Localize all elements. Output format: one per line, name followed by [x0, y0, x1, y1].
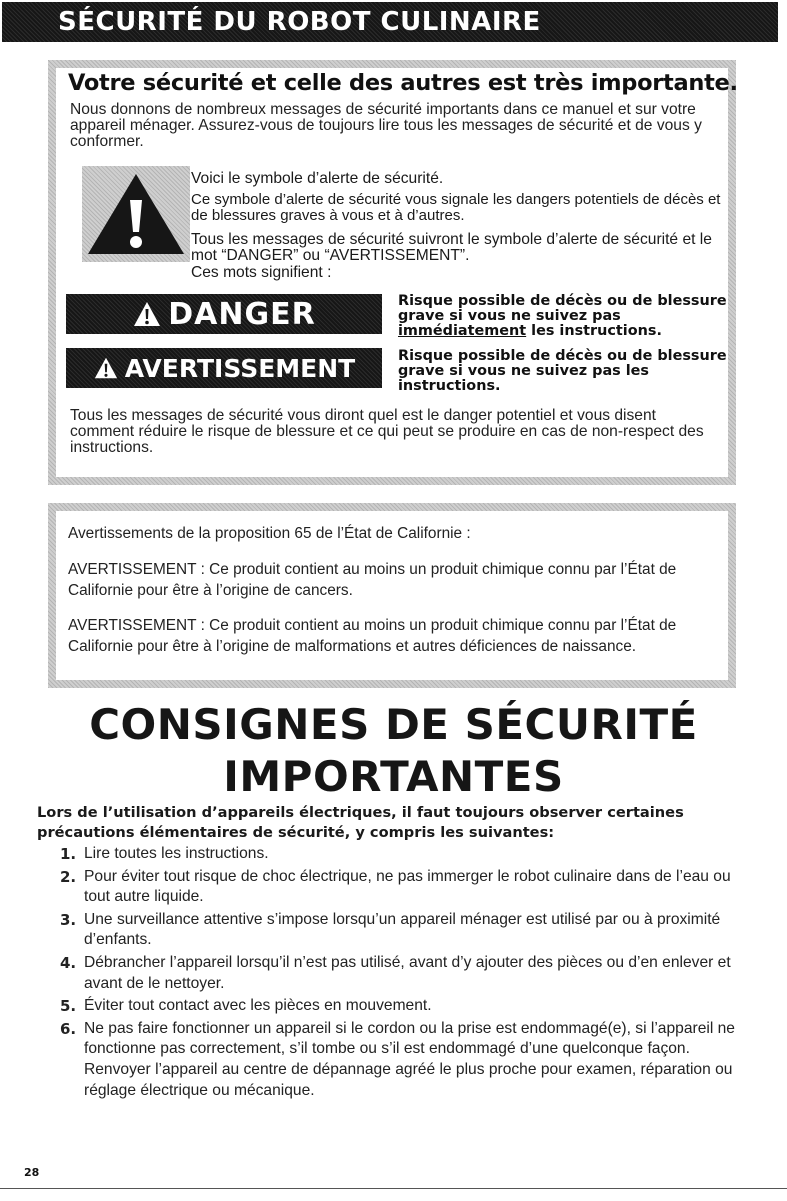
warning-description: Risque possible de décès ou de blessure grave si vous ne suivez pas les instructions.	[398, 348, 727, 394]
safety-box-title: Votre sécurité et celle des autres est très importante.	[68, 70, 738, 96]
safety-instructions-list	[37, 844, 757, 1103]
list-item-number: 1.	[60, 845, 77, 863]
prop65-warning-cancer: AVERTISSEMENT : Ce produit contient au moins un produit chimique connu par l’État de Californie pour être à l’origine de cancers.	[68, 561, 677, 599]
warning-alert-icon	[93, 356, 119, 380]
list-item-text: Une surveillance attentive s’impose lorsqu’un appareil ménager est utilisé par ou à proximité d’enfants.	[84, 910, 721, 949]
consignes-title-line2: IMPORTANTES	[223, 752, 564, 801]
list-item	[37, 996, 757, 1017]
section-title: SÉCURITÉ DU ROBOT CULINAIRE	[58, 7, 541, 37]
danger-desc-underlined: immédiatement	[398, 323, 527, 339]
list-item-text: Débrancher l’appareil lorsqu’il n’est pas utilisé, avant d’y ajouter des pièces ou d’en enlever et avant de le nettoyer.	[84, 953, 731, 992]
list-item-text: Lire toutes les instructions.	[84, 845, 269, 862]
section-banner	[2, 2, 784, 42]
danger-label: DANGER	[168, 296, 316, 332]
list-item-number: 4.	[60, 953, 77, 972]
danger-description	[398, 294, 733, 339]
banner-end-cap	[778, 2, 784, 42]
safety-message-box	[48, 60, 736, 485]
bottom-rule	[0, 1188, 787, 1189]
symbol-description: Ce symbole d’alerte de sécurité vous signale les dangers potentiels de décès et de blessures graves à vous et à d’autres.	[191, 191, 721, 224]
consignes-title-line1: CONSIGNES DE SÉCURITÉ	[89, 700, 698, 749]
danger-signal-box	[66, 294, 382, 334]
consignes-intro: Lors de l’utilisation d’appareils électriques, il faut toujours observer certaines précautions élémentaires de sécurité, y compris les suivantes:	[37, 804, 684, 841]
list-item-number: 3.	[60, 910, 77, 929]
prop65-content	[56, 511, 728, 680]
warning-label: AVERTISSEMENT	[124, 353, 356, 383]
warning-signal-box	[66, 348, 382, 388]
list-item-number: 5.	[60, 997, 77, 1016]
danger-desc-part-b: les instructions.	[526, 323, 662, 339]
list-item-number: 6.	[60, 1019, 77, 1038]
list-item-text: Ne pas faire fonctionner un appareil si le cordon ou la prise est endommagé(e), si l’appareil ne fonctionne pas correctement, s’il tombe ou s’il est endommagé d’une quelconque façon. Renvoyer l’appareil au centre de dépannage agréé le plus proche pour examen, réparation ou réglage électrique ou mécanique.	[84, 1019, 735, 1099]
list-item	[37, 867, 757, 908]
list-item-text: Éviter tout contact avec les pièces en mouvement.	[84, 997, 432, 1015]
list-item	[37, 1019, 757, 1101]
prop65-warning-birth-defects: AVERTISSEMENT : Ce produit contient au moins un produit chimique connu par l’État de Californie pour être à l’origine de malformations et autres déficiences de naissance.	[68, 617, 677, 655]
prop65-heading: Avertissements de la proposition 65 de l’État de Californie :	[68, 525, 471, 542]
safety-box-closing: Tous les messages de sécurité vous diront quel est le danger potentiel et vous disent comment réduire le risque de blessure et ce qui peut se produire en cas de non-respect des instructions.	[70, 407, 704, 456]
danger-alert-icon	[132, 300, 162, 328]
prop65-box	[48, 503, 736, 688]
safety-message-content	[56, 68, 738, 477]
list-item	[37, 953, 757, 994]
danger-desc-part-a: Risque possible de décès ou de blessure grave si vous ne suivez pas	[398, 293, 727, 324]
warning-triangle-graphic	[82, 166, 190, 262]
all-messages-text: Tous les messages de sécurité suivront le symbole d’alerte de sécurité et le mot “DANGER” ou “AVERTISSEMENT”.	[191, 231, 712, 264]
words-mean-text: Ces mots signifient :	[191, 264, 332, 281]
symbol-line: Voici le symbole d’alerte de sécurité.	[191, 170, 444, 187]
list-item-number: 2.	[60, 867, 77, 886]
safety-box-intro: Nous donnons de nombreux messages de sécurité importants dans ce manuel et sur votre appareil ménager. Assurez-vous de toujours lire tous les messages de sécurité et de vous y conformer.	[70, 101, 702, 150]
list-item-text: Pour éviter tout risque de choc électrique, ne pas immerger le robot culinaire dans de l’eau ou tout autre liquide.	[84, 867, 731, 906]
warning-triangle-icon	[82, 166, 190, 262]
page-number: 28	[24, 1166, 40, 1179]
list-item	[37, 910, 757, 951]
list-item	[37, 844, 757, 865]
